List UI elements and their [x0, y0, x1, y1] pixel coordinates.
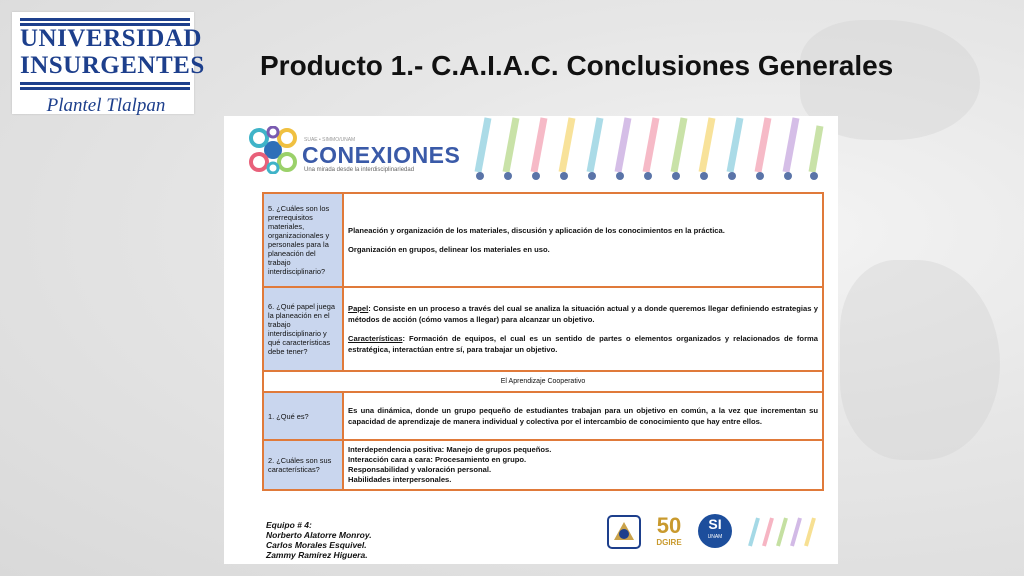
brand-tagline: Una mirada desde la interdisciplinariedad: [304, 167, 415, 173]
mini-stripes-icon: [746, 514, 826, 550]
logo-line-2: INSURGENTES: [20, 52, 205, 79]
slide-title: Producto 1.- C.A.I.A.C. Conclusiones Generales: [260, 50, 894, 81]
answer-text: Planeación y organización de los materiales, discusión y aplicación de los conocimientos en la práctica.: [348, 226, 725, 235]
map-shape: [840, 260, 1000, 460]
question-cell: 6. ¿Qué papel juega la planeación en el trabajo interdisciplinario y qué características debe tener?: [263, 287, 343, 371]
conclusions-table: [262, 192, 824, 491]
team-credits: [266, 520, 372, 560]
question-cell: 5. ¿Cuáles son los prerrequisitos materiales, organizacionales y personales para la planeación del trabajo interdisciplinario?: [263, 193, 343, 287]
answer-text: [348, 333, 818, 355]
section-title: El Aprendizaje Cooperativo: [263, 371, 823, 392]
dgire-50-seal: [648, 514, 690, 550]
table-row: [263, 371, 823, 392]
team-member: Norberto Alatorre Monroy.: [266, 530, 372, 540]
team-member: Zammy Ramírez Higuera.: [266, 550, 368, 560]
answer-cell: [343, 440, 823, 490]
answer-label: Papel: [348, 304, 369, 313]
answer-cell: [343, 392, 823, 440]
logo-rule: [20, 82, 190, 85]
question-cell: 2. ¿Cuáles son sus características?: [263, 440, 343, 490]
question-cell: 1. ¿Qué es?: [263, 392, 343, 440]
logo-rule: [20, 87, 190, 90]
answer-text: Es una dinámica, donde un grupo pequeño de estudiantes trabajan para un objetivo en común, a la vez que incrementan su capacidad de aprendizaje de manera individual y colectiva por el intercambio de conocimiento que hay entre ellos.: [348, 406, 818, 426]
answer-line: Interdependencia positiva: Manejo de grupos pequeños.: [348, 445, 552, 454]
conexiones-logo-icon: [246, 126, 300, 174]
unam-seal-icon: [606, 514, 642, 550]
answer-cell: [343, 193, 823, 287]
table-row: [263, 287, 823, 371]
answer-text: Organización en grupos, delinear los materiales en uso.: [348, 245, 550, 254]
si-unam-seal: [698, 514, 732, 548]
logo-plantel: Plantel Tlalpan: [46, 95, 166, 116]
seal-si: SI: [708, 516, 722, 532]
seal-dgire: DGIRE: [656, 538, 682, 547]
document-page: [224, 116, 838, 564]
table-row: [263, 440, 823, 490]
team-label: Equipo # 4:: [266, 520, 312, 530]
seal-unam: UNAM: [707, 534, 723, 540]
decorative-stripes: [474, 116, 826, 184]
team-member: Carlos Morales Esquivel.: [266, 540, 367, 550]
answer-cell: [343, 287, 823, 371]
answer-line: Habilidades interpersonales.: [348, 475, 452, 484]
answer-line: Responsabilidad y valoración personal.: [348, 465, 492, 474]
answer-line: Interacción cara a cara: Procesamiento en grupo.: [348, 455, 527, 464]
logo-line-1: UNIVERSIDAD: [20, 25, 202, 52]
table-row: [263, 193, 823, 287]
answer-body: : Formación de equipos, el cual es un sentido de partes o elementos organizados y relacionados de forma estratégica, interactúan entre sí, para trabajar un objetivo.: [348, 334, 818, 354]
table-row: [263, 392, 823, 440]
brand-name: CONEXIONES: [302, 142, 461, 168]
answer-label: Características: [348, 334, 403, 343]
answer-body: : Consiste en un proceso a través del cual se analiza la situación actual y a donde queremos llegar definiendo estrategias y métodos de acción (cómo vamos a llegar) para alcanzar un objetivo.: [348, 304, 818, 324]
logo-rule: [20, 18, 190, 21]
seal-50: 50: [656, 513, 682, 538]
answer-text: [348, 303, 818, 325]
brand-top-text: SUAE • SIMMO/UNAM: [304, 137, 356, 143]
university-logo: [12, 12, 205, 116]
